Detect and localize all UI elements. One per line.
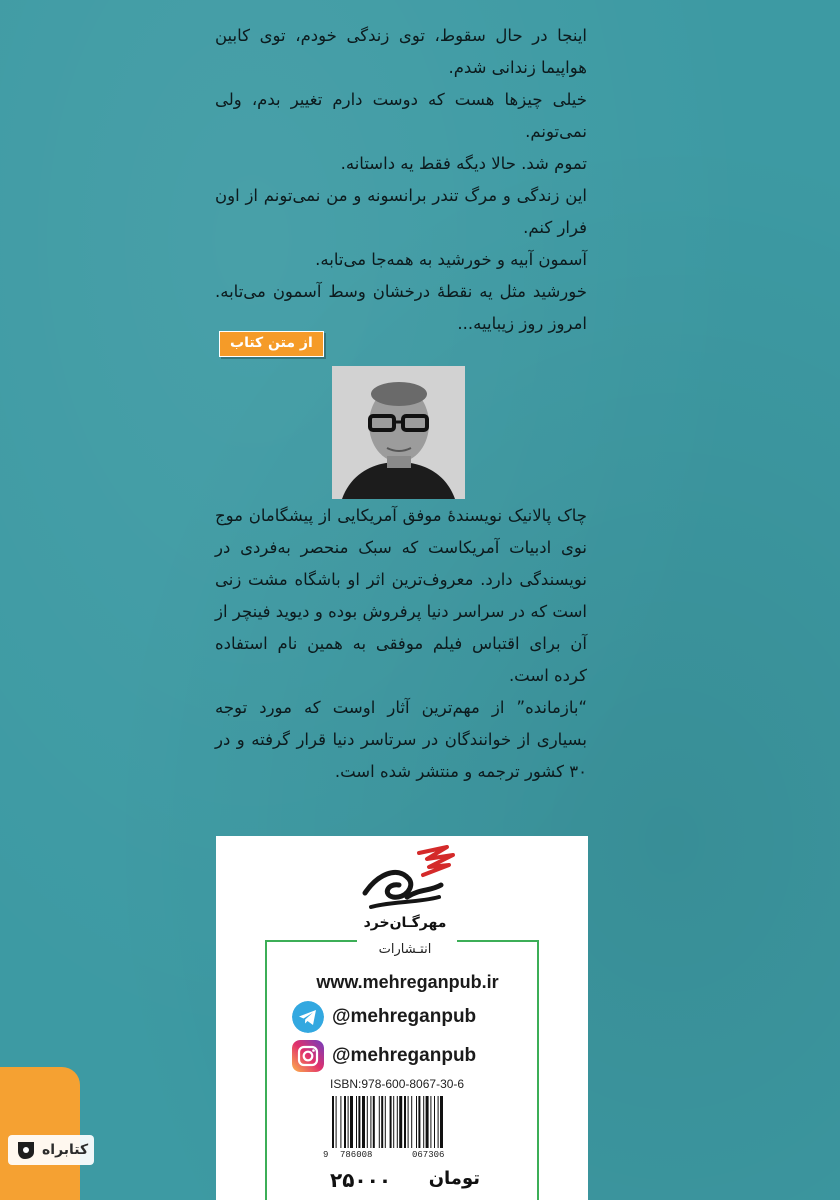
bio-paragraph: چاک پالانیک نویسندهٔ موفق آمریکایی از پیشگامان موج نوی ادبیات آمریکاست که سبک منحصر به‌فردی در نویسندگی دارد. معروف‌ترین اثر او باشگاه مشت زنی است که در سراسر دنیا پرفروش بوده و دیوید فینچر از آن برای اقتباس فیلم موفقی به همین نام استفاده کرده است. <box>215 506 587 685</box>
excerpt-line: خیلی چیزها هست که دوست دارم تغییر بدم، ولی نمی‌تونم. <box>215 90 587 141</box>
barcode-digits-right: 067306 <box>412 1150 445 1160</box>
excerpt-text <box>215 20 587 340</box>
telegram-icon <box>292 1001 324 1033</box>
instagram-handle-text: @mehreganpub <box>332 1045 477 1066</box>
price <box>330 1168 480 1192</box>
isbn-number: ISBN:978-600-8067-30-6 <box>330 1077 465 1091</box>
author-bio-text <box>215 500 587 788</box>
bio-paragraph: “بازمانده” از مهم‌ترین آثار اوست که مورد توجه بسیاری از خوانندگان در سرتاسر دنیا قرار گرفته و در ۳۰ کشور ترجمه و منتشر شده است. <box>215 698 587 781</box>
barcode-digits-left: 786008 <box>340 1150 373 1160</box>
price-currency: تومان <box>428 1168 480 1189</box>
price-amount: ۲۵۰۰۰ <box>330 1168 392 1192</box>
author-portrait-icon <box>332 366 465 499</box>
excerpt-line: این زندگی و مرگ تندر برانسونه و من نمی‌تونم از اون فرار کنم. <box>215 186 587 237</box>
author-photo <box>332 366 465 499</box>
corner-tab <box>0 1067 80 1200</box>
publisher-name: مهرگـان‌خرد <box>363 915 447 931</box>
instagram-icon <box>292 1040 324 1072</box>
publisher-logo-icon <box>357 845 457 915</box>
ketabrah-logo-icon <box>14 1138 38 1162</box>
instagram-handle[interactable] <box>292 1040 476 1072</box>
barcode-digit-first: 9 <box>323 1150 329 1160</box>
excerpt-line: تموم شد. حالا دیگه فقط یه داستانه. <box>340 154 587 173</box>
telegram-handle[interactable] <box>292 1001 476 1033</box>
publisher-website-link[interactable]: www.mehreganpub.ir <box>316 972 499 992</box>
excerpt-line: اینجا در حال سقوط، توی زندگی خودم، توی کابین هواپیما زندانی شدم. <box>215 26 587 77</box>
publisher-label: انتـشارات <box>378 942 432 957</box>
excerpt-line: خورشید مثل یه نقطهٔ درخشان وسط آسمون می‌تابه. امروز روز زیباییه... <box>215 282 587 333</box>
ketabrah-name: کتابراه <box>42 1142 89 1158</box>
excerpt-tag: از متن کتاب <box>219 331 324 357</box>
excerpt-line: آسمون آبیه و خورشید به همه‌جا می‌تابه. <box>315 250 587 269</box>
barcode-icon <box>330 1096 480 1148</box>
ketabrah-watermark <box>8 1135 94 1165</box>
telegram-handle-text: @mehreganpub <box>332 1006 477 1027</box>
